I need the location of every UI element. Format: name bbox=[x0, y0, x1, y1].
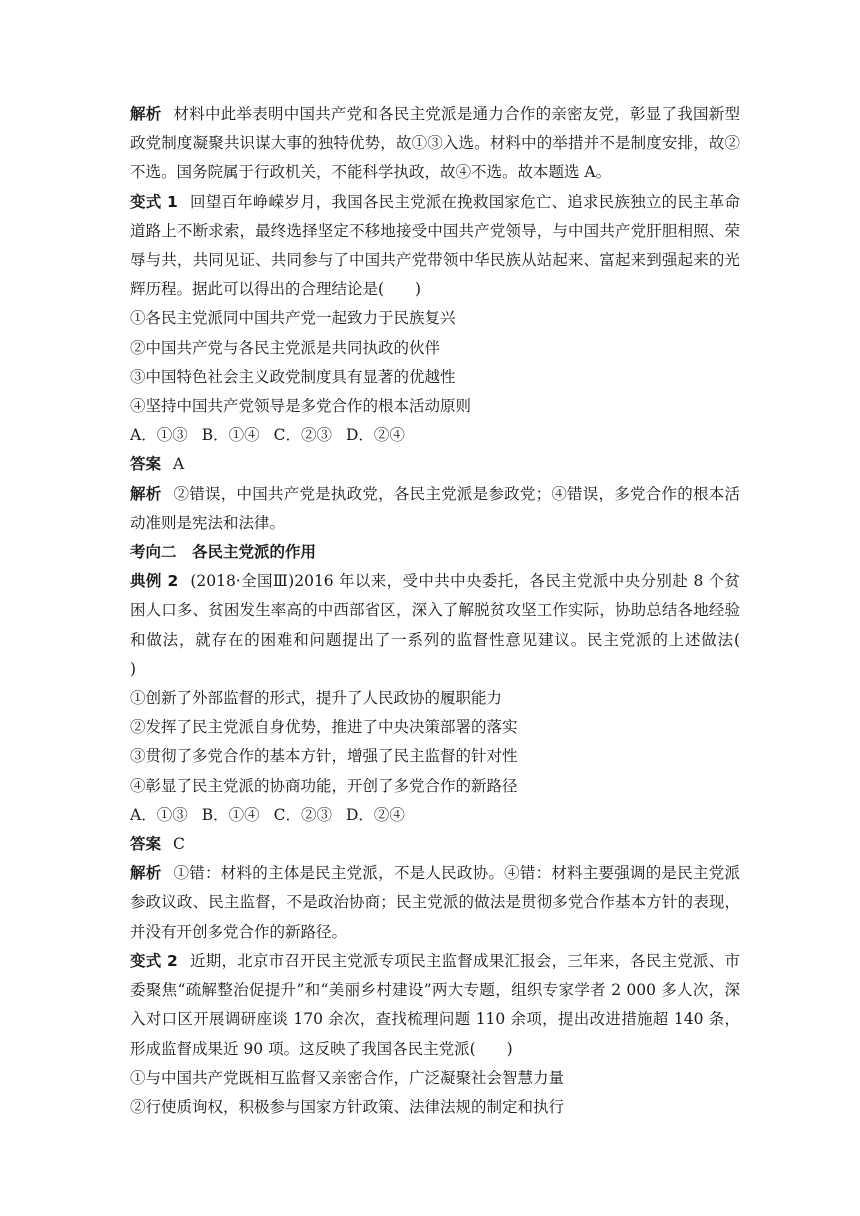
statement-item: ①各民主党派同中国共产党一起致力于民族复兴 bbox=[130, 309, 456, 328]
statement-item: ①创新了外部监督的形式，提升了人民政协的履职能力 bbox=[130, 689, 503, 708]
choice-option: A．①③ bbox=[130, 805, 188, 824]
analysis-label: 解析 bbox=[130, 105, 162, 123]
statement-item: ②发挥了民主党派自身优势，推进了中央决策部署的落实 bbox=[130, 718, 518, 737]
choice-option: A．①③ bbox=[130, 426, 188, 445]
answer-label: 答案 bbox=[130, 455, 162, 474]
statement-item: ②行使质询权，积极参与国家方针政策、法律法规的制定和执行 bbox=[130, 1097, 565, 1116]
choice-option: D．②④ bbox=[345, 805, 405, 824]
statement-item: ③中国特色社会主义政党制度具有显著的优越性 bbox=[130, 367, 456, 386]
choice-option: B．①④ bbox=[201, 805, 260, 824]
answer-value: A bbox=[173, 455, 185, 474]
analysis-paragraph-3 bbox=[130, 859, 740, 947]
answer-line-2 bbox=[130, 830, 740, 859]
document-body bbox=[130, 100, 772, 1122]
statement-item: ①与中国共产党既相互监督又亲密合作，广泛凝聚社会智慧力量 bbox=[130, 1068, 565, 1087]
answer-value: C bbox=[173, 835, 185, 854]
section-heading: 考向二 各民主党派的作用 bbox=[130, 543, 317, 562]
variant-label: 变式 1 bbox=[130, 192, 178, 211]
example-label: 典例 2 bbox=[130, 572, 179, 591]
analysis-paragraph-2 bbox=[130, 480, 740, 538]
analysis-text: ①错：材料的主体是民主党派，不是人民政协。④错：材料主要强调的是民主党派参政议政、民主监督，不是政治协商；民主党派的做法是贯彻多党合作基本方针的表现，并没有开创多党合作的新路径。 bbox=[130, 864, 740, 941]
variant-question-1 bbox=[130, 188, 740, 305]
choice-option: D．②④ bbox=[345, 426, 405, 445]
variant-label: 变式 2 bbox=[130, 951, 178, 970]
analysis-text: 材料中此举表明中国共产党和各民主党派是通力合作的亲密友党，彰显了我国新型政党制度凝聚共识谋大事的独特优势，故①③入选。材料中的举措并不是制度安排，故②不选。国务院属于行政机关，不能科学执政，故④不选。故本题选 A。 bbox=[130, 105, 740, 182]
variant-question-2 bbox=[130, 947, 740, 1064]
choice-row bbox=[130, 421, 740, 450]
statement-item: ②中国共产党与各民主党派是共同执政的伙伴 bbox=[130, 338, 441, 357]
example-text: (2018·全国Ⅲ)2016 年以来，受中共中央委托，各民主党派中央分别赴 8 个贫困人口多、贫困发生率高的中西部省区，深入了解脱贫攻坚工作实际，协助总结各地经验和做法，就存在的困难和问题提出了一系列的监督性意见建议。民主党派的上述做法( ) bbox=[130, 572, 772, 678]
example-question-2 bbox=[130, 567, 772, 684]
choice-option: C．②③ bbox=[273, 805, 332, 824]
answer-line-1 bbox=[130, 450, 740, 479]
variant-text: 近期，北京市召开民主党派专项民主监督成果汇报会，三年来，各民主党派、市委聚焦“疏解整治促提升”和“美丽乡村建设”两大专题，组织专家学者 2 000 多人次，深入对口区开展调研座谈 170 余次，查找梳理问题 110 余项，提出改进措施超 140 条，形成监督成果近 90 项。这反映了我国各民主党派( ) bbox=[130, 951, 740, 1058]
choice-option: C．②③ bbox=[273, 426, 332, 445]
statement-item: ④彰显了民主党派的协商功能，开创了多党合作的新路径 bbox=[130, 776, 518, 795]
statement-item: ④坚持中国共产党领导是多党合作的根本活动原则 bbox=[130, 397, 472, 416]
variant-text: 回望百年峥嵘岁月，我国各民主党派在挽救国家危亡、追求民族独立的民主革命道路上不断求索，最终选择坚定不移地接受中国共产党领导，与中国共产党肝胆相照、荣辱与共，共同见证、共同参与了中国共产党带领中华民族从站起来、富起来到强起来的光辉历程。据此可以得出的合理结论是( ) bbox=[130, 192, 740, 299]
analysis-label: 解析 bbox=[130, 864, 162, 883]
analysis-label: 解析 bbox=[130, 484, 162, 503]
choice-row bbox=[130, 801, 740, 830]
analysis-paragraph-1 bbox=[130, 100, 740, 188]
answer-label: 答案 bbox=[130, 835, 162, 854]
choice-option: B．①④ bbox=[201, 426, 260, 445]
analysis-text: ②错误，中国共产党是执政党，各民主党派是参政党；④错误，多党合作的根本活动准则是宪法和法律。 bbox=[130, 484, 740, 532]
statement-item: ③贯彻了多党合作的基本方针，增强了民主监督的针对性 bbox=[130, 747, 518, 766]
